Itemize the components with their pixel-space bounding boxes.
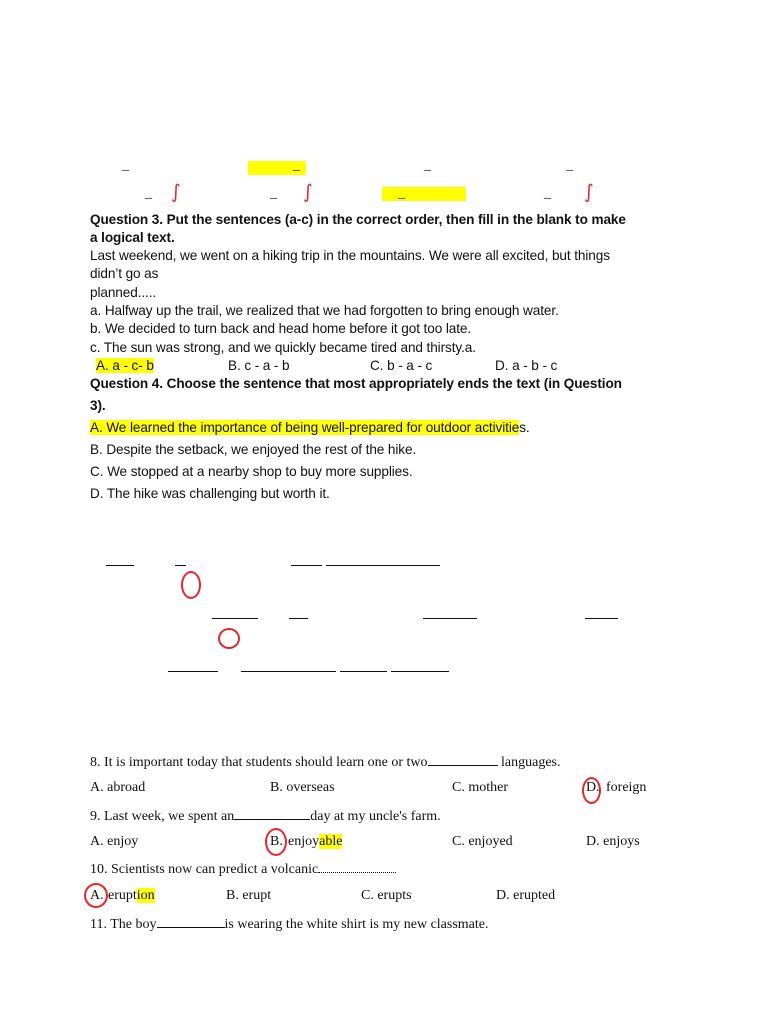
q9-option-b-text — [288, 834, 342, 850]
answer-blank — [428, 753, 498, 766]
q9-option-a: A. enjoy — [90, 834, 139, 849]
q10-option-a-suffix: ion — [136, 888, 155, 903]
red-circle-mark — [84, 883, 108, 908]
q11-stem — [90, 915, 489, 933]
q10-option-d: D. erupted — [496, 888, 556, 903]
underscore-mark: _ — [398, 186, 405, 201]
underscore-mark: _ — [270, 186, 277, 201]
integral-icon: ∫ — [171, 181, 181, 203]
red-circle-mark — [218, 628, 240, 649]
red-circle-mark — [181, 571, 201, 599]
q3-option-d: D. a - b - c — [495, 358, 558, 373]
blank-line — [423, 618, 477, 619]
q3-passage-line2: didn’t go as — [90, 266, 159, 281]
underscore-mark: _ — [544, 186, 551, 201]
highlight-bar — [382, 187, 466, 201]
q9-stem-end: day at my uncle's farm. — [310, 809, 441, 824]
q3-heading-line2: a logical text. — [90, 230, 175, 245]
q10-option-a-stem: erupt — [108, 888, 137, 903]
q9-option-b-suffix: able — [319, 834, 343, 849]
q4-option-a-rest: s. — [519, 420, 530, 435]
underscore-mark: _ — [145, 186, 152, 201]
blank-line — [175, 565, 186, 566]
q9-option-c: C. enjoyed — [452, 834, 513, 849]
q8-option-a: A. abroad — [90, 780, 146, 795]
q4-option-a-highlighted: A. We learned the importance of being well-prepared for outdoor activitie — [90, 420, 520, 435]
q10-option-a-text — [108, 888, 155, 904]
q9-option-b-letter: B. — [270, 834, 283, 849]
underscore-mark: _ — [293, 158, 300, 173]
q8-option-b: B. overseas — [270, 780, 335, 795]
q10-option-b: B. erupt — [226, 888, 272, 903]
q9-stem — [90, 807, 441, 825]
underscore-mark: _ — [424, 158, 431, 173]
answer-blank — [318, 860, 396, 873]
underscore-mark: _ — [566, 158, 573, 173]
q3-option-c: C. b - a - c — [370, 358, 433, 373]
q3-heading-line1: Question 3. Put the sentences (a-c) in the correct order, then fill in the blank to make — [90, 212, 626, 227]
blank-line — [106, 565, 134, 566]
q4-heading-line2: 3). — [90, 398, 106, 413]
q3-sentence-a: a. Halfway up the trail, we realized that we had forgotten to bring enough water. — [90, 303, 559, 318]
q10-stem-text: 10. Scientists now can predict a volcanic — [90, 862, 319, 877]
q10-option-c: C. erupts — [361, 888, 412, 903]
q3-option-b: B. c - a - b — [228, 358, 290, 373]
q4-option-d: D. The hike was challenging but worth it. — [90, 486, 330, 501]
q4-option-b: B. Despite the setback, we enjoyed the rest of the hike. — [90, 442, 417, 457]
q11-stem-end: is wearing the white shirt is my new classmate. — [224, 917, 489, 932]
q8-stem-end: languages. — [497, 755, 561, 770]
q3-passage-line1: Last weekend, we went on a hiking trip in the mountains. We were all excited, but things — [90, 248, 610, 263]
q11-stem-text: 11. The boy — [90, 917, 157, 932]
q10-option-a-letter: A. — [90, 888, 104, 903]
q8-option-c: C. mother — [452, 780, 508, 795]
q8-option-d-text: foreign — [606, 780, 647, 795]
q3-passage-line3: planned..... — [90, 285, 157, 300]
q10-stem — [90, 860, 396, 878]
blank-line — [212, 618, 258, 619]
q4-option-c: C. We stopped at a nearby shop to buy more supplies. — [90, 464, 413, 479]
blank-line — [326, 565, 440, 566]
blank-line — [168, 671, 218, 672]
q9-option-d: D. enjoys — [586, 834, 640, 849]
red-circle-mark — [582, 777, 601, 804]
blank-line — [291, 565, 322, 566]
q8-stem — [90, 753, 561, 771]
underscore-mark: _ — [122, 158, 129, 173]
blank-line — [289, 618, 308, 619]
q9-stem-text: 9. Last week, we spent an — [90, 809, 235, 824]
answer-blank — [157, 915, 225, 928]
red-circle-mark — [265, 828, 287, 856]
blank-line — [241, 671, 336, 672]
answer-blank — [234, 807, 310, 820]
blank-line — [340, 671, 387, 672]
blank-line — [585, 618, 618, 619]
integral-icon: ∫ — [584, 181, 594, 203]
q3-sentence-b: b. We decided to turn back and head home before it got too late. — [90, 321, 472, 336]
q3-sentence-c: c. The sun was strong, and we quickly became tired and thirsty.a. — [90, 340, 476, 355]
q8-stem-text: 8. It is important today that students should learn one or two — [90, 755, 428, 770]
blank-line — [391, 671, 449, 672]
q3-option-a: A. a - c- b — [96, 358, 154, 373]
q9-option-b-stem: enjoy — [288, 834, 320, 849]
q4-option-a — [90, 420, 530, 435]
q4-heading-line1: Question 4. Choose the sentence that most appropriately ends the text (in Question — [90, 376, 622, 391]
q8-option-d-letter: D. — [586, 780, 600, 795]
integral-icon: ∫ — [303, 181, 313, 203]
